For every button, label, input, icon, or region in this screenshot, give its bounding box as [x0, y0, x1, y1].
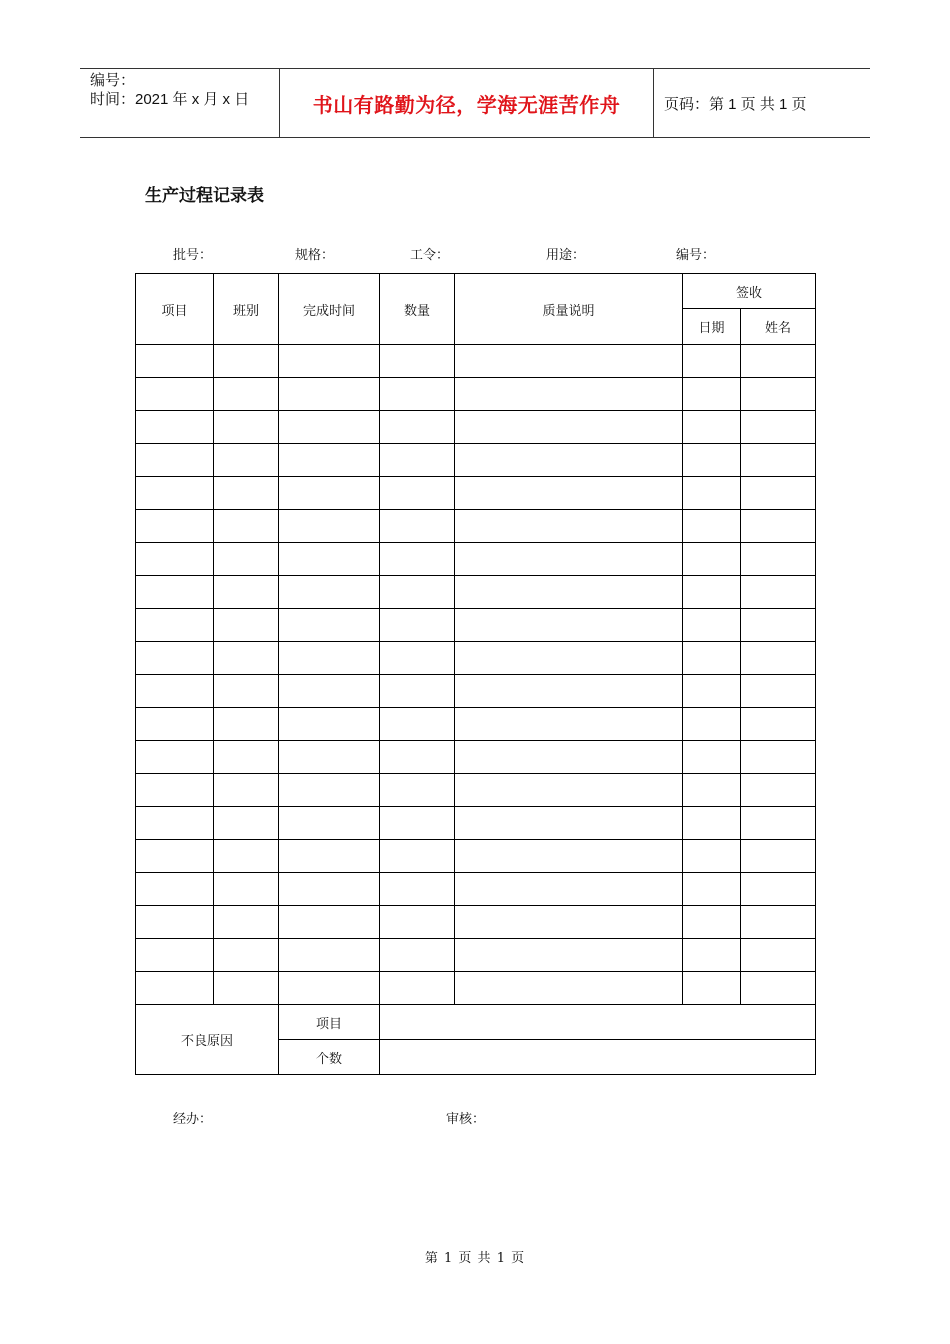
table-cell[interactable] — [683, 939, 741, 972]
meta-purpose: 用途： — [546, 248, 586, 263]
table-row — [136, 477, 816, 510]
table-cell[interactable] — [279, 345, 380, 378]
table-cell[interactable] — [380, 510, 455, 543]
table-row — [136, 906, 816, 939]
table-cell[interactable] — [279, 609, 380, 642]
col-header-sign-name: 姓名 — [741, 309, 816, 345]
table-cell[interactable] — [455, 444, 683, 477]
table-row — [136, 609, 816, 642]
table-cell[interactable] — [741, 642, 816, 675]
col-header-finish-time: 完成时间 — [279, 274, 380, 345]
table-cell[interactable] — [136, 939, 214, 972]
table-cell[interactable] — [136, 444, 214, 477]
table-row — [136, 378, 816, 411]
table-cell[interactable] — [380, 609, 455, 642]
table-cell[interactable] — [455, 510, 683, 543]
col-header-quantity: 数量 — [380, 274, 455, 345]
table-cell[interactable] — [741, 675, 816, 708]
table-cell[interactable] — [683, 444, 741, 477]
table-cell[interactable] — [380, 840, 455, 873]
table-cell[interactable] — [683, 411, 741, 444]
signature-reviewer: 审核： — [446, 1112, 486, 1127]
col-header-quality-note: 质量说明 — [455, 274, 683, 345]
table-cell[interactable] — [136, 510, 214, 543]
table-cell[interactable] — [136, 741, 214, 774]
table-row — [136, 345, 816, 378]
table-row — [136, 840, 816, 873]
table-cell[interactable] — [380, 939, 455, 972]
table-cell[interactable] — [455, 708, 683, 741]
table-cell[interactable] — [683, 378, 741, 411]
table-cell[interactable] — [214, 873, 279, 906]
table-cell[interactable] — [741, 972, 816, 1005]
table-cell[interactable] — [214, 543, 279, 576]
meta-order: 工令： — [410, 248, 450, 263]
table-cell[interactable] — [214, 906, 279, 939]
table-cell[interactable] — [136, 411, 214, 444]
table-cell[interactable] — [214, 609, 279, 642]
table-cell[interactable] — [279, 642, 380, 675]
col-header-item: 项目 — [136, 274, 214, 345]
table-row — [136, 807, 816, 840]
table-cell[interactable] — [683, 576, 741, 609]
table-cell[interactable] — [380, 477, 455, 510]
table-cell[interactable] — [455, 543, 683, 576]
record-table — [135, 273, 816, 1075]
table-cell[interactable] — [279, 576, 380, 609]
table-cell[interactable] — [214, 774, 279, 807]
table-cell[interactable] — [741, 543, 816, 576]
table-row — [136, 939, 816, 972]
table-cell[interactable] — [683, 840, 741, 873]
table-cell[interactable] — [455, 840, 683, 873]
table-cell[interactable] — [136, 345, 214, 378]
table-cell[interactable] — [214, 444, 279, 477]
defect-count-value[interactable] — [380, 1040, 816, 1075]
table-cell[interactable] — [279, 807, 380, 840]
table-cell[interactable] — [741, 444, 816, 477]
table-cell[interactable] — [741, 807, 816, 840]
table-cell[interactable] — [136, 477, 214, 510]
table-row — [136, 873, 816, 906]
table-row — [136, 642, 816, 675]
meta-batch: 批号： — [173, 248, 213, 263]
table-cell[interactable] — [683, 873, 741, 906]
table-cell[interactable] — [279, 873, 380, 906]
table-cell[interactable] — [683, 741, 741, 774]
table-cell[interactable] — [380, 576, 455, 609]
table-cell[interactable] — [455, 807, 683, 840]
table-cell[interactable] — [136, 972, 214, 1005]
table-cell[interactable] — [455, 972, 683, 1005]
table-cell[interactable] — [136, 906, 214, 939]
table-cell[interactable] — [455, 774, 683, 807]
defect-count-label: 个数 — [279, 1040, 380, 1075]
table-cell[interactable] — [741, 840, 816, 873]
table-cell[interactable] — [279, 939, 380, 972]
table-row — [136, 510, 816, 543]
table-cell[interactable] — [279, 774, 380, 807]
table-row — [136, 411, 816, 444]
table-cell[interactable] — [380, 675, 455, 708]
col-header-shift: 班别 — [214, 274, 279, 345]
defect-reason-label: 不良原因 — [136, 1005, 279, 1075]
table-cell[interactable] — [214, 675, 279, 708]
table-cell[interactable] — [214, 741, 279, 774]
table-cell[interactable] — [136, 774, 214, 807]
table-cell[interactable] — [455, 411, 683, 444]
defect-item-label: 项目 — [279, 1005, 380, 1040]
table-cell[interactable] — [136, 675, 214, 708]
table-cell[interactable] — [214, 477, 279, 510]
table-row — [136, 576, 816, 609]
table-cell[interactable] — [214, 840, 279, 873]
table-cell[interactable] — [380, 774, 455, 807]
table-cell[interactable] — [455, 576, 683, 609]
table-cell[interactable] — [380, 642, 455, 675]
table-cell[interactable] — [279, 708, 380, 741]
table-cell[interactable] — [279, 543, 380, 576]
table-cell[interactable] — [279, 378, 380, 411]
header-motto: 书山有路勤为径，学海无涯苦作舟 — [280, 69, 654, 137]
document-title: 生产过程记录表 — [145, 186, 264, 206]
table-cell[interactable] — [136, 378, 214, 411]
table-cell[interactable] — [683, 345, 741, 378]
table-cell[interactable] — [214, 939, 279, 972]
table-cell[interactable] — [741, 411, 816, 444]
table-cell[interactable] — [380, 708, 455, 741]
table-cell[interactable] — [455, 609, 683, 642]
table-cell[interactable] — [455, 345, 683, 378]
table-row — [136, 774, 816, 807]
table-cell[interactable] — [741, 576, 816, 609]
table-cell[interactable] — [683, 510, 741, 543]
table-row — [136, 972, 816, 1005]
table-cell[interactable] — [214, 510, 279, 543]
defect-item-value[interactable] — [380, 1005, 816, 1040]
header-left-cell — [80, 69, 280, 137]
table-cell[interactable] — [380, 411, 455, 444]
table-cell[interactable] — [380, 906, 455, 939]
table-cell[interactable] — [136, 873, 214, 906]
table-cell[interactable] — [279, 411, 380, 444]
table-cell[interactable] — [279, 675, 380, 708]
table-cell[interactable] — [455, 939, 683, 972]
table-cell[interactable] — [741, 774, 816, 807]
table-cell[interactable] — [380, 345, 455, 378]
table-cell[interactable] — [455, 642, 683, 675]
col-header-sign-date: 日期 — [683, 309, 741, 345]
table-cell[interactable] — [380, 444, 455, 477]
meta-serial: 编号： — [676, 248, 716, 263]
table-cell[interactable] — [380, 378, 455, 411]
table-cell[interactable] — [683, 609, 741, 642]
table-cell[interactable] — [214, 576, 279, 609]
table-cell[interactable] — [741, 906, 816, 939]
table-cell[interactable] — [136, 840, 214, 873]
signature-handler: 经办： — [173, 1112, 213, 1127]
table-cell[interactable] — [683, 906, 741, 939]
table-cell[interactable] — [683, 642, 741, 675]
table-cell[interactable] — [455, 477, 683, 510]
table-cell[interactable] — [380, 807, 455, 840]
table-cell[interactable] — [683, 543, 741, 576]
table-cell[interactable] — [279, 741, 380, 774]
table-cell[interactable] — [741, 873, 816, 906]
table-cell[interactable] — [279, 906, 380, 939]
table-cell[interactable] — [683, 708, 741, 741]
table-row — [136, 444, 816, 477]
table-cell[interactable] — [136, 609, 214, 642]
table-cell[interactable] — [741, 378, 816, 411]
table-cell[interactable] — [214, 411, 279, 444]
header-time-label: 时间：2021 年 x 月 x 日 — [90, 91, 250, 108]
page-header — [80, 68, 870, 138]
table-cell[interactable] — [279, 444, 380, 477]
table-cell[interactable] — [136, 708, 214, 741]
table-row — [136, 741, 816, 774]
table-cell[interactable] — [741, 708, 816, 741]
table-cell[interactable] — [380, 543, 455, 576]
table-cell[interactable] — [683, 477, 741, 510]
col-header-sign-group: 签收 — [683, 274, 816, 309]
table-cell[interactable] — [279, 510, 380, 543]
table-cell[interactable] — [380, 972, 455, 1005]
table-cell[interactable] — [683, 972, 741, 1005]
table-cell[interactable] — [380, 873, 455, 906]
page-footer: 第 1 页 共 1 页 — [424, 1251, 526, 1266]
table-cell[interactable] — [741, 741, 816, 774]
table-cell[interactable] — [136, 576, 214, 609]
table-cell[interactable] — [683, 675, 741, 708]
table-cell[interactable] — [455, 675, 683, 708]
table-cell[interactable] — [455, 873, 683, 906]
table-cell[interactable] — [136, 642, 214, 675]
table-cell[interactable] — [136, 543, 214, 576]
table-cell[interactable] — [214, 378, 279, 411]
table-cell[interactable] — [279, 477, 380, 510]
table-cell[interactable] — [455, 741, 683, 774]
meta-spec: 规格： — [295, 248, 335, 263]
header-number-label: 编号： — [90, 72, 136, 89]
table-cell[interactable] — [214, 708, 279, 741]
table-row — [136, 543, 816, 576]
table-cell[interactable] — [214, 642, 279, 675]
table-cell[interactable] — [380, 741, 455, 774]
table-cell[interactable] — [741, 477, 816, 510]
table-cell[interactable] — [683, 774, 741, 807]
table-cell[interactable] — [683, 807, 741, 840]
table-row — [136, 708, 816, 741]
table-cell[interactable] — [741, 939, 816, 972]
table-cell[interactable] — [214, 972, 279, 1005]
table-cell[interactable] — [455, 378, 683, 411]
table-row — [136, 675, 816, 708]
table-cell[interactable] — [455, 906, 683, 939]
table-cell[interactable] — [214, 807, 279, 840]
table-cell[interactable] — [279, 972, 380, 1005]
table-cell[interactable] — [741, 345, 816, 378]
table-cell[interactable] — [136, 807, 214, 840]
table-cell[interactable] — [741, 609, 816, 642]
table-cell[interactable] — [279, 840, 380, 873]
table-cell[interactable] — [214, 345, 279, 378]
table-body — [136, 345, 816, 1005]
header-page-info: 页码：第 1 页 共 1 页 — [664, 95, 807, 113]
table-cell[interactable] — [741, 510, 816, 543]
